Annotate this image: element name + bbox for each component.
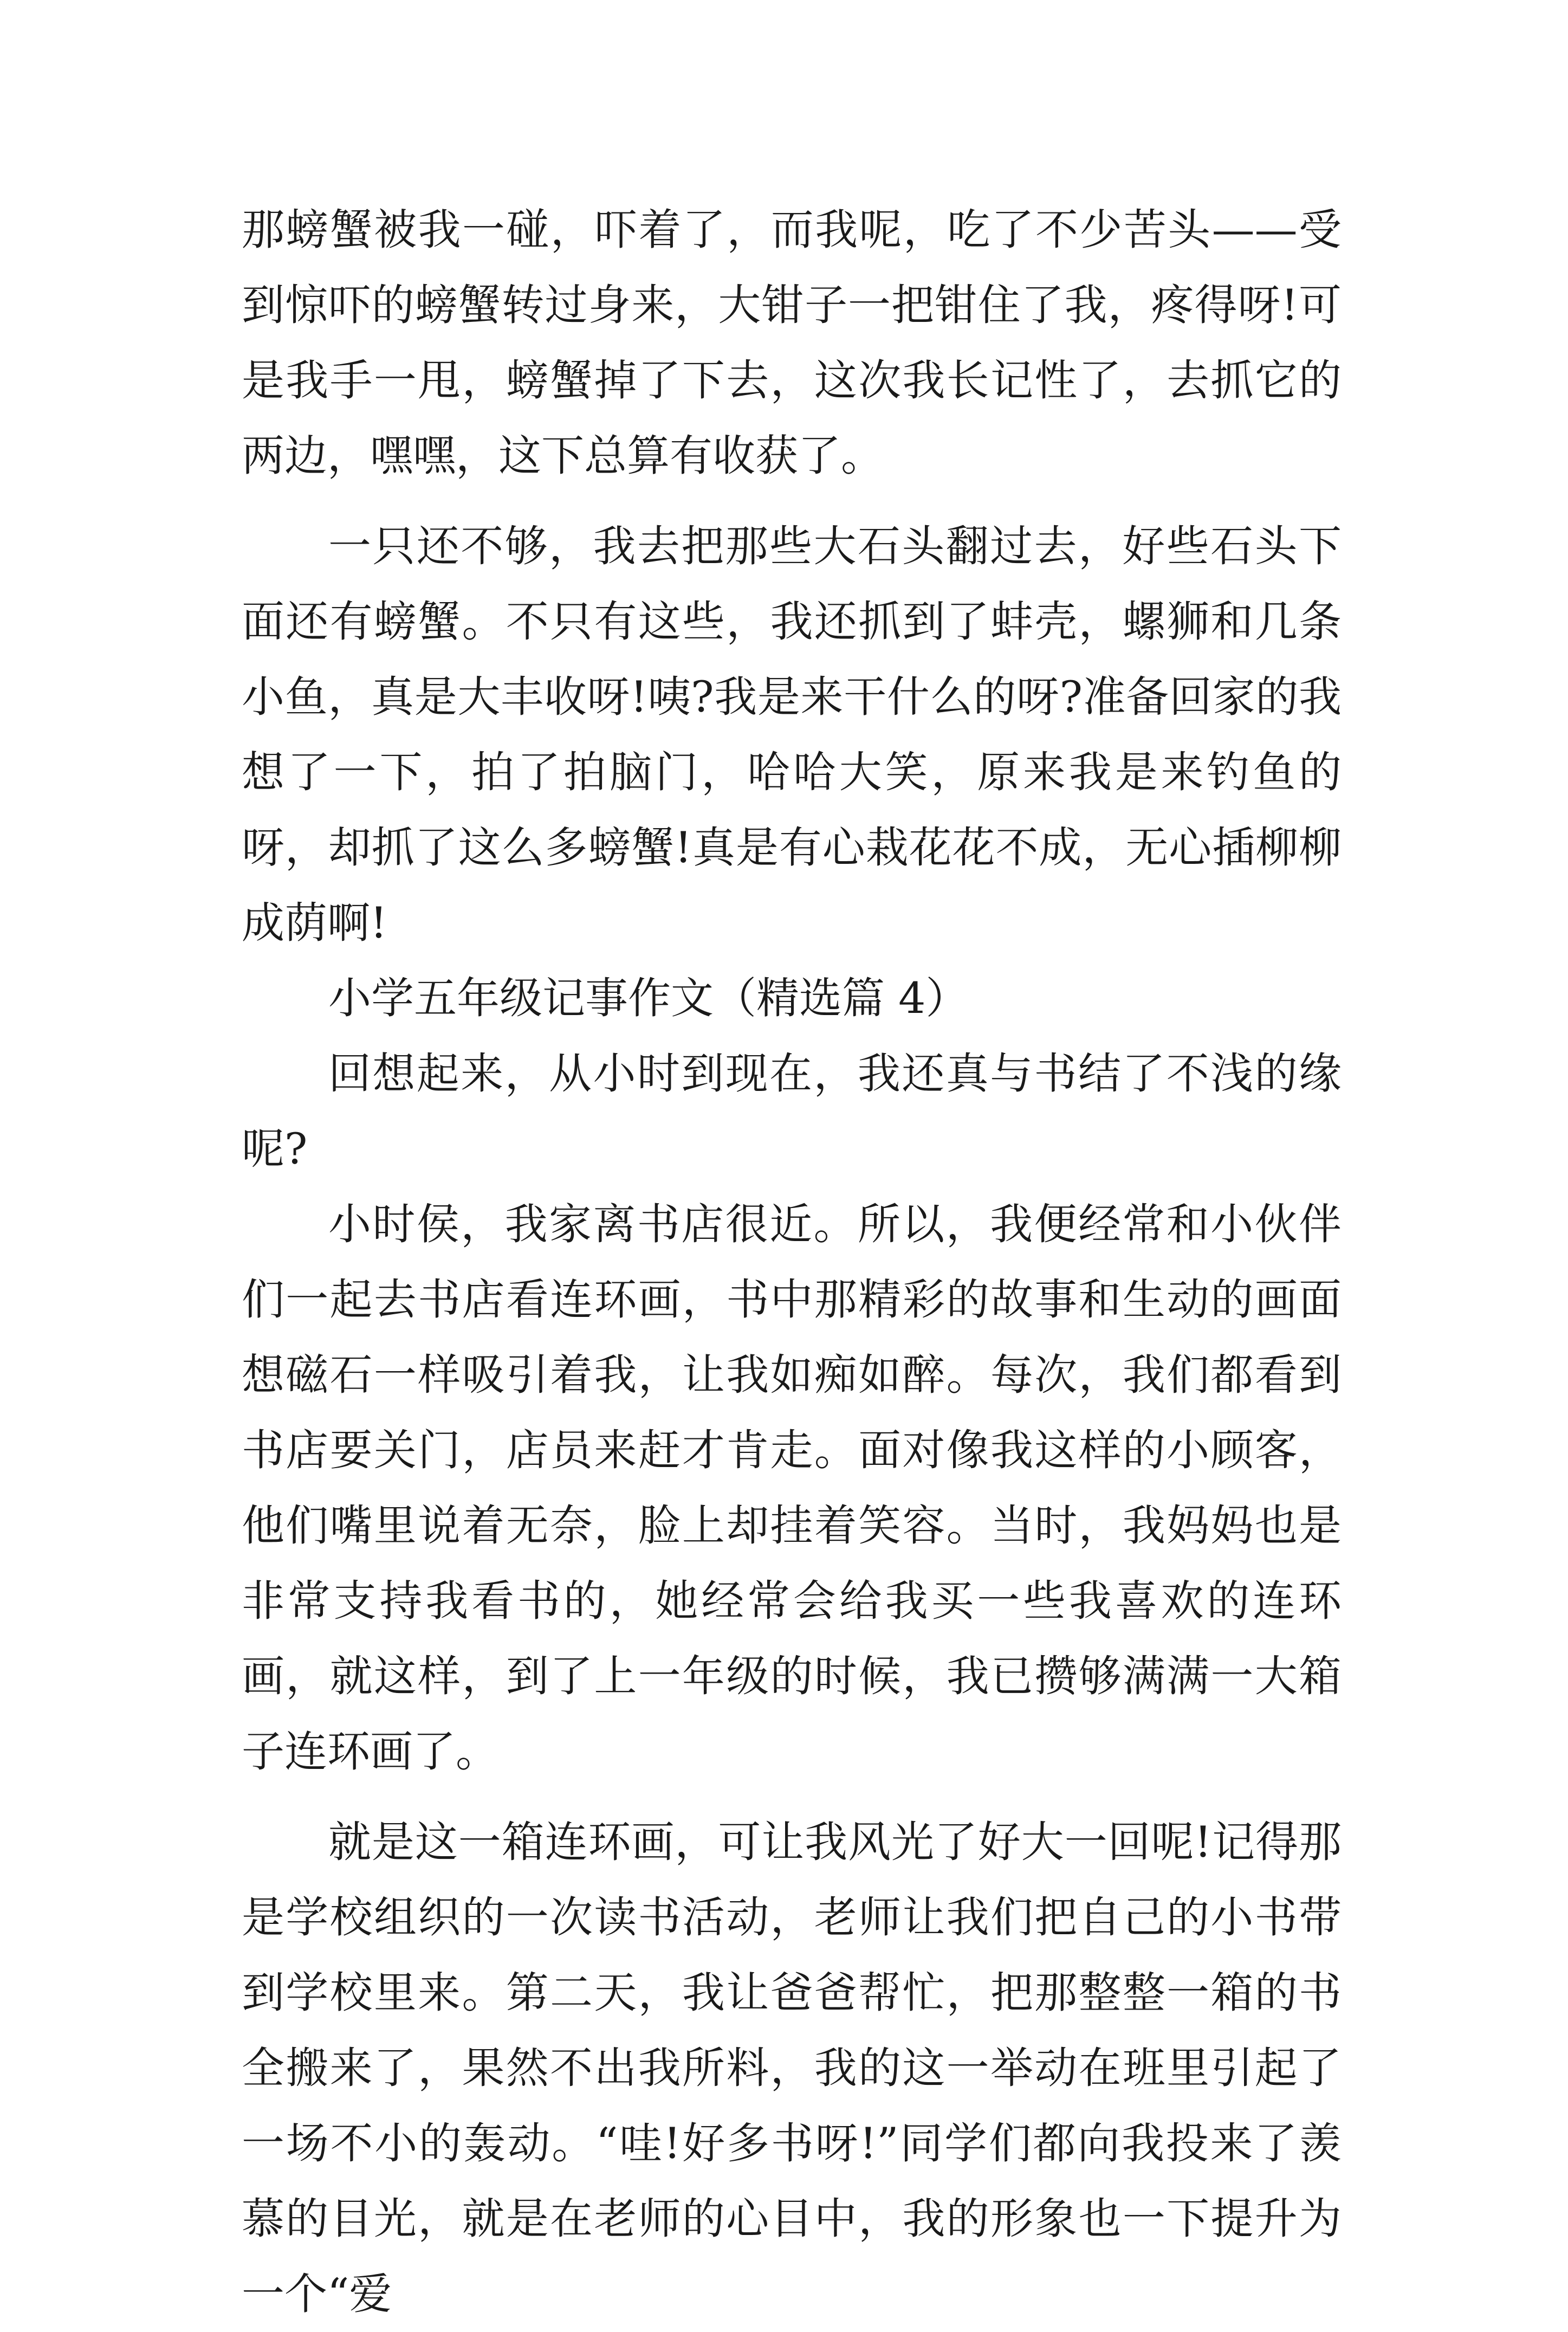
paragraph-crab-pinch: 那螃蟹被我一碰，吓着了，而我呢，吃了不少苦头——受到惊吓的螃蟹转过身来，大钳子一把钳住了我，疼得呀!可是我手一甩，螃蟹掉了下去，这次我长记性了，去抓它的两边，嘿嘿，这下总算有收获了。 (242, 205, 1342, 481)
paragraph-more-crabs: 一只还不够，我去把那些大石头翻过去，好些石头下面还有螃蟹。不只有这些，我还抓到了蚌壳，螺狮和几条小鱼，真是大丰收呀!咦?我是来干什么的呀?准备回家的我想了一下，拍了拍脑门，哈哈大笑，原来我是来钓鱼的呀，却抓了这么多螃蟹!真是有心栽花花不成，无心插柳柳成荫啊! (242, 521, 1342, 948)
paragraph-bookstore: 小时侯，我家离书店很近。所以，我便经常和小伙伴们一起去书店看连环画，书中那精彩的故事和生动的画面想磁石一样吸引着我，让我如痴如醉。每次，我们都看到书店要关门，店员来赶才肯走。面对像我这样的小顾客，他们嘴里说着无奈，脸上却挂着笑容。当时，我妈妈也是非常支持我看书的，她经常会给我买一些我喜欢的连环画，就这样，到了上一年级的时候，我已攒够满满一大箱子连环画了。 (242, 1199, 1342, 1777)
paragraph-book-fate: 回想起来，从小时到现在，我还真与书结了不浅的缘呢? (242, 1049, 1342, 1174)
section-heading: 小学五年级记事作文（精选篇 4） (328, 973, 969, 1023)
paragraph-reading-activity: 就是这一箱连环画，可让我风光了好大一回呢!记得那是学校组织的一次读书活动，老师让我们把自己的小书带到学校里来。第二天，我让爸爸帮忙，把那整整一箱的书全搬来了，果然不出我所料，我的这一举动在班里引起了一场不小的轰动。“哇!好多书呀!”同学们都向我投来了羡慕的目光，就是在老师的心目中，我的形象也一下提升为一个“爱 (242, 1817, 1342, 2319)
document-body (242, 192, 1342, 2332)
